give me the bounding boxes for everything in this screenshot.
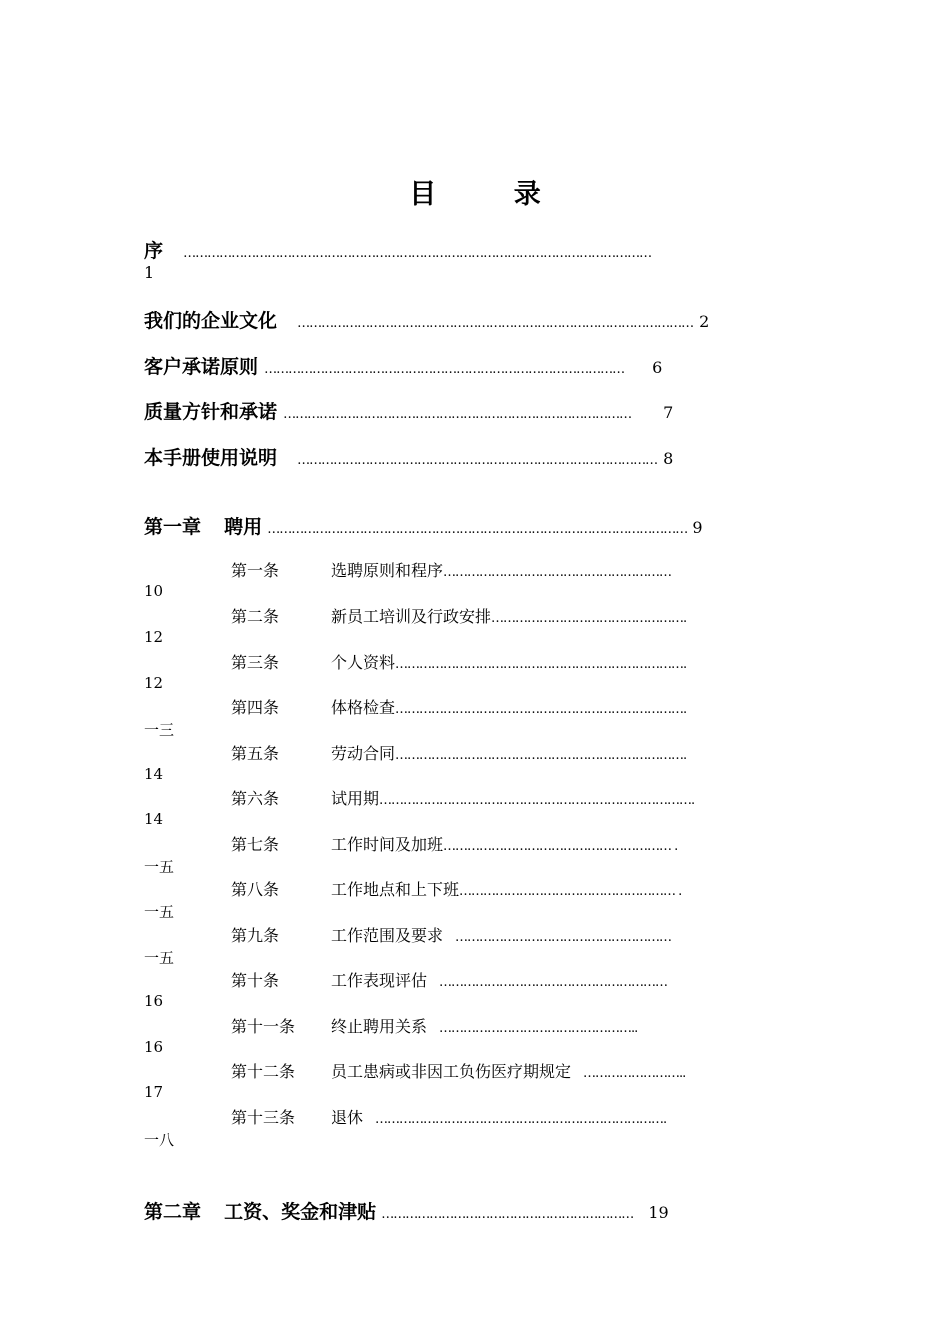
article-title: 试用期 [331,789,380,808]
toc-article-9[interactable] [231,923,811,946]
toc-article-8[interactable] [231,877,811,900]
article-number: 第十二条 [231,1062,296,1081]
article-number: 第四条 [231,698,280,717]
article-number: 第八条 [231,880,280,899]
toc-page-number: 一五 [144,858,175,876]
article-title: 劳动合同 [331,744,396,763]
article-title: 工作范围及要求 [331,926,444,945]
toc-leader-dots: ………………………………………………… [439,975,668,990]
toc-article-11[interactable] [231,1014,811,1037]
toc-article-4[interactable] [231,695,811,718]
article-title: 员工患病或非因工负伤医疗期规定 [331,1062,572,1081]
toc-page-number: 7 [663,403,674,422]
toc-leader-dots: ……………………………………………………………………………………… [297,316,694,331]
toc-leader-dots: ……………………………………………… [455,930,672,945]
article-title: 工作表现评估 [331,971,428,990]
article-title: 个人资料 [331,653,396,672]
chapter-number: 第二章 [144,1201,202,1223]
toc-chapter-1[interactable] [144,512,804,539]
toc-leader-dots: …………………………………………………………………………… [283,407,632,422]
toc-chapter-2[interactable] [144,1197,804,1224]
toc-page-number: 一五 [144,949,175,967]
toc-page-number: 14 [144,810,164,828]
chapter-name: 聘用 [224,516,263,538]
article-title: 体格检查 [331,698,396,717]
toc-leader-dots: ………………………………………….. [439,1021,638,1036]
article-number: 第十三条 [231,1108,296,1127]
toc-page-number: 一三 [144,721,175,739]
toc-leader-dots: ……………………………………………………………………………… [264,362,625,377]
toc-page-number: 16 [144,1038,164,1056]
toc-leader-dots: ………………………………………………… . [443,839,678,854]
toc-entry-preface[interactable] [144,236,804,263]
toc-page-number: 2 [699,312,710,331]
article-title: 工作地点和上下班 [331,880,460,899]
toc-entry-label: 本手册使用说明 [144,447,278,469]
toc-article-13[interactable] [231,1105,811,1128]
toc-leader-dots: ………………………………………………… [443,565,672,580]
toc-page-number: 12 [144,628,164,646]
toc-page-number: 16 [144,992,164,1010]
toc-leader-dots: ……………………………………………………………………. [379,793,695,808]
chapter-name: 工资、奖金和津贴 [224,1201,377,1223]
toc-entry-label: 我们的企业文化 [144,310,278,332]
toc-entry-label: 序 [144,240,164,262]
toc-page-number: 17 [144,1083,164,1101]
article-number: 第三条 [231,653,280,672]
toc-title: 目 录 [409,179,575,210]
toc-leader-dots: …………………………………………. [491,611,687,626]
toc-entry-label: 质量方针和承诺 [144,401,278,423]
toc-article-2[interactable] [231,604,811,627]
article-number: 第一条 [231,561,280,580]
toc-page-number: 19 [648,1203,669,1222]
toc-entry-culture[interactable] [144,306,804,333]
toc-page-number: 一五 [144,903,175,921]
article-number: 第二条 [231,607,280,626]
toc-article-1[interactable] [231,558,811,581]
toc-entry-customer[interactable] [144,352,804,379]
toc-entry-manual[interactable] [144,443,804,470]
article-number: 第六条 [231,789,280,808]
chapter-number: 第一章 [144,516,202,538]
toc-page-number: 1 [144,263,155,282]
article-title: 选聘原则和程序 [331,561,444,580]
toc-leader-dots: …………………….. [583,1066,686,1081]
toc-leader-dots: ………………………………………………………………. [395,657,687,672]
toc-leader-dots: ……………………………………………………………………………… [297,453,658,468]
toc-article-10[interactable] [231,968,811,991]
toc-article-3[interactable] [231,650,811,673]
article-title: 退休 [331,1108,364,1127]
article-number: 第七条 [231,835,280,854]
article-title: 工作时间及加班 [331,835,444,854]
article-title: 新员工培训及行政安排 [331,607,492,626]
toc-entry-quality[interactable] [144,397,804,424]
article-number: 第十一条 [231,1017,296,1036]
article-number: 第五条 [231,744,280,763]
toc-entry-label: 客户承诺原则 [144,356,259,378]
toc-page-number: 14 [144,765,164,783]
toc-page-number: 6 [652,358,663,377]
toc-leader-dots: ………………………………………………………………. [375,1112,667,1127]
toc-leader-dots: ……………………………………………… . [459,884,682,899]
toc-leader-dots: ……………………………………………………… [381,1207,634,1222]
article-title: 终止聘用关系 [331,1017,428,1036]
toc-page-number: 8 [663,449,674,468]
toc-page-number: 12 [144,674,164,692]
toc-leader-dots: ………………………………………………………………. [395,748,687,763]
toc-page-number: 9 [692,518,703,537]
toc-leader-dots: …………………………………………………………………………………………… [267,522,688,537]
toc-page-number: 一八 [144,1131,175,1149]
article-number: 第九条 [231,926,280,945]
toc-article-7[interactable] [231,832,811,855]
toc-article-5[interactable] [231,741,811,764]
toc-article-12[interactable] [231,1059,811,1082]
toc-page-number: 10 [144,582,164,600]
toc-leader-dots: ……………………………………………………………………………………………………… [183,246,652,261]
toc-article-6[interactable] [231,786,811,809]
article-number: 第十条 [231,971,280,990]
toc-leader-dots: ………………………………………………………………. [395,702,687,717]
